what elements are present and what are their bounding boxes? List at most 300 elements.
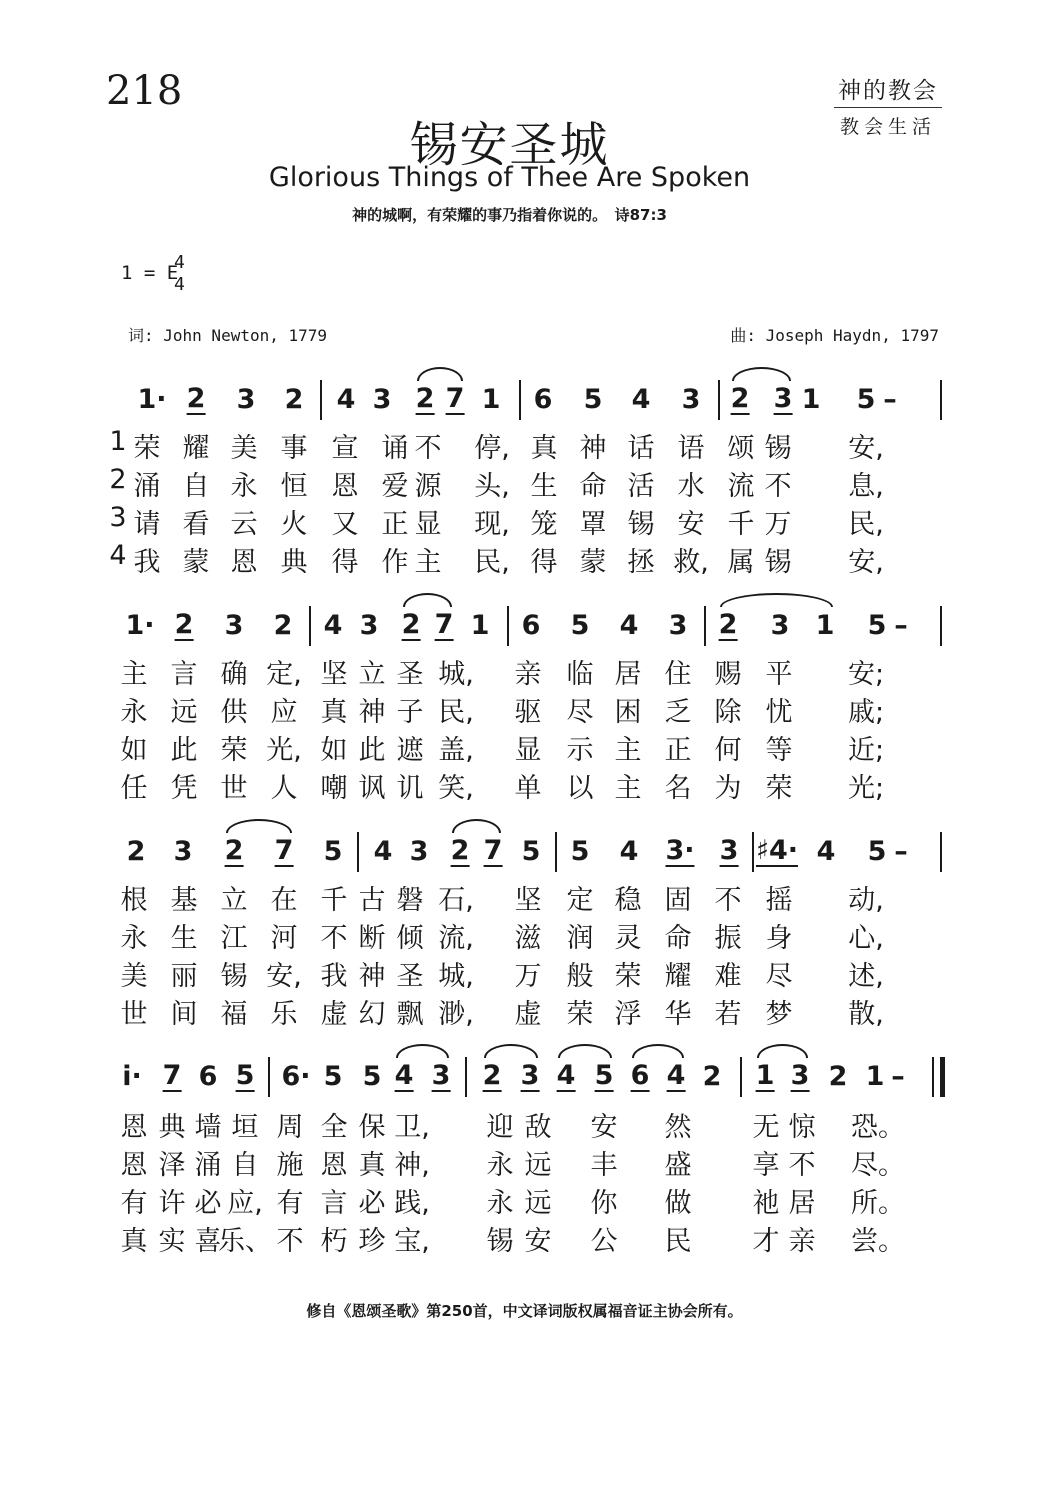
lyric-syllable: 全: [320, 1112, 348, 1143]
barline: [752, 832, 754, 872]
lyric-syllable: 命: [579, 471, 607, 502]
lyric-syllable: 立: [358, 659, 386, 690]
barline: [320, 380, 322, 420]
lyric-syllable: 福: [220, 999, 248, 1030]
lyric-syllable: 自: [231, 1150, 259, 1181]
lyric-syllable: 锡: [764, 547, 792, 578]
slur: [396, 1044, 449, 1058]
lyric-syllable: 近;: [847, 735, 885, 766]
note: 3: [236, 384, 256, 415]
lyric-syllable: 不: [788, 1150, 816, 1181]
lyric-syllable: 显: [414, 509, 442, 540]
lyric-syllable: 流,: [438, 923, 474, 954]
note: 3: [790, 1060, 810, 1091]
note: 4: [631, 384, 651, 415]
notes-row: [0, 380, 1049, 420]
slur: [403, 593, 452, 607]
lyric-syllable: 安: [590, 1112, 618, 1143]
lyric-syllable: 笼: [530, 509, 558, 540]
lyric-syllable: 石,: [438, 885, 474, 916]
extension-dash: –: [894, 836, 908, 867]
lyric-syllable: 施: [276, 1150, 304, 1181]
lyric-syllable: 实: [158, 1226, 186, 1257]
lyric-syllable: 盛: [664, 1150, 692, 1181]
lyric-syllable: 世: [220, 773, 248, 804]
lyric-syllable: 活: [627, 471, 655, 502]
lyric-syllable: 永: [486, 1188, 514, 1219]
lyric-syllable: 古: [358, 885, 386, 916]
lyric-syllable: 践,: [394, 1188, 430, 1219]
lyric-syllable: 不: [320, 923, 348, 954]
lyric-syllable: 敌: [524, 1112, 552, 1143]
lyric-syllable: 拯: [627, 547, 655, 578]
lyric-syllable: 永: [120, 923, 148, 954]
note: ♯4·: [755, 835, 799, 866]
lyric-syllable: 子: [396, 697, 424, 728]
lyric-syllable: 摇: [765, 885, 793, 916]
lyric-syllable: 做: [664, 1188, 692, 1219]
note: 6: [198, 1061, 218, 1092]
lyric-syllable: 在: [270, 885, 298, 916]
note: 5: [323, 1061, 343, 1092]
extension-dash: –: [894, 610, 908, 641]
note: 2: [718, 609, 738, 640]
lyric-syllable: 散,: [848, 999, 884, 1030]
lyric-syllable: 得: [530, 547, 558, 578]
lyric-syllable: 泽: [158, 1150, 186, 1181]
lyric-syllable: 任: [120, 773, 148, 804]
lyric-syllable: 亲: [788, 1226, 816, 1257]
note: 7: [274, 835, 294, 866]
lyric-syllable: 息,: [848, 471, 884, 502]
note: 4: [336, 384, 356, 415]
lyric-syllable: 虚: [320, 999, 348, 1030]
notes-row: [0, 832, 1049, 872]
lyric-syllable: 蒙: [579, 547, 607, 578]
title-english: Glorious Things of Thee Are Spoken: [268, 162, 751, 193]
lyric-syllable: 定,: [266, 659, 302, 690]
lyric-syllable: 荣: [765, 773, 793, 804]
lyric-syllable: 涌: [194, 1150, 222, 1181]
lyric-syllable: 不: [414, 433, 442, 464]
lyric-syllable: 许: [158, 1188, 186, 1219]
note: 2: [730, 383, 750, 414]
lyric-syllable: 正: [664, 735, 692, 766]
lyric-syllable: 确: [220, 659, 248, 690]
note: 4: [619, 610, 639, 641]
lyric-syllable: 平: [765, 659, 793, 690]
lyric-syllable: 命: [664, 923, 692, 954]
lyric-syllable: 乏: [664, 697, 692, 728]
lyric-syllable: 话: [627, 433, 655, 464]
barline: [940, 832, 942, 872]
category-sub: 教会生活: [839, 116, 936, 138]
lyric-syllable: 圣: [396, 659, 424, 690]
note: 2: [284, 384, 304, 415]
time-signature: [174, 252, 185, 296]
lyric-syllable: 不: [276, 1226, 304, 1257]
final-barline-thick: [940, 1057, 945, 1097]
lyric-syllable: 珍: [358, 1226, 386, 1257]
lyric-syllable: 有: [276, 1188, 304, 1219]
note: 4: [666, 1060, 686, 1091]
note: 1: [815, 610, 835, 641]
lyric-syllable: 事: [280, 433, 308, 464]
lyric-syllable: 典: [158, 1112, 186, 1143]
lyric-syllable: 涌: [133, 471, 161, 502]
note: 5: [867, 610, 887, 641]
lyric-syllable: 稳: [614, 885, 642, 916]
lyric-syllable: 恐。: [851, 1112, 905, 1143]
time-bottom: 4: [174, 274, 185, 295]
lyric-syllable: 远: [524, 1188, 552, 1219]
note: 1·: [137, 384, 167, 415]
lyric-syllable: 振: [714, 923, 742, 954]
lyric-syllable: 基: [170, 885, 198, 916]
lyric-syllable: 应,: [227, 1188, 263, 1219]
lyric-syllable: 除: [714, 697, 742, 728]
note: 5: [235, 1060, 255, 1091]
lyric-syllable: 困: [614, 697, 642, 728]
lyric-syllable: 永: [230, 471, 258, 502]
lyric-syllable: 停,: [474, 433, 510, 464]
lyric-syllable: 美: [230, 433, 258, 464]
lyric-syllable: 锡: [627, 509, 655, 540]
lyric-syllable: 美: [120, 961, 148, 992]
lyric-syllable: 尽: [566, 697, 594, 728]
barline: [309, 606, 311, 646]
copyright-footer: 修自《恩颂圣歌》第250首，中文译词版权属福音证主协会所有。: [306, 1302, 743, 1320]
lyric-syllable: 临: [566, 659, 594, 690]
note: 5: [570, 610, 590, 641]
lyric-syllable: 救,: [673, 547, 709, 578]
slur: [720, 593, 833, 607]
hymn-number: 218: [106, 68, 183, 114]
note: 5: [594, 1060, 614, 1091]
lyric-syllable: 光,: [266, 735, 302, 766]
lyric-syllable: 真: [320, 697, 348, 728]
lyric-syllable: 主: [614, 773, 642, 804]
lyric-syllable: 显: [514, 735, 542, 766]
lyric-syllable: 才: [752, 1226, 780, 1257]
time-top: 4: [174, 252, 185, 273]
lyric-syllable: 圣: [396, 961, 424, 992]
lyric-syllable: 恩: [320, 1150, 348, 1181]
note: 7: [483, 835, 503, 866]
lyric-syllable: 身: [765, 923, 793, 954]
lyric-syllable: 迎: [486, 1112, 514, 1143]
lyric-syllable: 所。: [851, 1188, 905, 1219]
lyric-syllable: 恩: [120, 1112, 148, 1143]
lyric-syllable: 源: [414, 471, 442, 502]
lyric-syllable: 嘲: [320, 773, 348, 804]
lyric-syllable: 你: [590, 1188, 618, 1219]
slur: [558, 1044, 612, 1058]
note: 1: [481, 384, 501, 415]
note: 3: [409, 836, 429, 867]
lyric-syllable: 此: [170, 735, 198, 766]
note: 3·: [665, 835, 695, 866]
lyric-syllable: 讽: [358, 773, 386, 804]
lyric-syllable: 神: [358, 961, 386, 992]
notes-row: [0, 606, 1049, 646]
slur: [452, 819, 501, 833]
lyric-syllable: 头,: [474, 471, 510, 502]
lyric-syllable: 恩: [230, 547, 258, 578]
lyric-syllable: 虚: [514, 999, 542, 1030]
lyric-syllable: 灵: [614, 923, 642, 954]
lyric-syllable: 尝。: [851, 1226, 905, 1257]
note: 2: [174, 609, 194, 640]
lyric-syllable: 亲: [514, 659, 542, 690]
lyric-syllable: 万: [514, 961, 542, 992]
lyric-syllable: 恩: [120, 1150, 148, 1181]
lyric-syllable: 必: [194, 1188, 222, 1219]
note: 2: [126, 836, 146, 867]
lyric-syllable: 荣: [566, 999, 594, 1030]
lyric-syllable: 荣: [133, 433, 161, 464]
note: 1: [755, 1060, 775, 1091]
lyric-syllable: 喜: [194, 1226, 222, 1257]
barline: [940, 380, 942, 420]
lyric-syllable: 1: [109, 426, 127, 457]
note: 1: [865, 1061, 885, 1092]
lyric-syllable: 住: [664, 659, 692, 690]
lyric-syllable: 民,: [474, 547, 510, 578]
lyric-syllable: 忧: [765, 697, 793, 728]
lyric-syllable: 安: [677, 509, 705, 540]
lyric-syllable: 永: [120, 697, 148, 728]
lyric-syllable: 不: [714, 885, 742, 916]
lyric-syllable: 蒙: [182, 547, 210, 578]
title-chinese: 锡安圣城: [409, 117, 610, 173]
lyric-syllable: 真: [530, 433, 558, 464]
note: 3: [359, 610, 379, 641]
barline: [940, 606, 942, 646]
lyric-syllable: 以: [566, 773, 594, 804]
lyric-syllable: 断: [358, 923, 386, 954]
lyric-syllable: 浮: [614, 999, 642, 1030]
slur: [632, 1044, 684, 1058]
lyric-syllable: 享: [752, 1150, 780, 1181]
lyric-syllable: 磐: [396, 885, 424, 916]
lyric-syllable: 不: [764, 471, 792, 502]
lyric-syllable: 我: [133, 547, 161, 578]
note: 3: [681, 384, 701, 415]
lyric-syllable: 生: [530, 471, 558, 502]
lyric-syllable: 等: [765, 735, 793, 766]
extension-dash: –: [891, 1061, 905, 1092]
lyric-syllable: 千: [727, 509, 755, 540]
lyric-syllable: 公: [590, 1226, 618, 1257]
lyric-syllable: 飘: [396, 999, 424, 1030]
lyric-syllable: 城,: [438, 659, 474, 690]
lyric-syllable: 惊: [788, 1112, 816, 1143]
lyric-syllable: 单: [514, 773, 542, 804]
slur: [757, 1044, 808, 1058]
lyric-syllable: 颂: [727, 433, 755, 464]
lyric-syllable: 作: [381, 547, 409, 578]
lyric-syllable: 根: [120, 885, 148, 916]
barline: [268, 1057, 270, 1097]
barline: [555, 832, 557, 872]
lyric-syllable: 言: [320, 1188, 348, 1219]
lyric-syllable: 倾: [396, 923, 424, 954]
lyric-syllable: 然: [664, 1112, 692, 1143]
extension-dash: –: [883, 384, 897, 415]
note: 3: [372, 384, 392, 415]
note: 4: [816, 836, 836, 867]
lyric-syllable: 神: [358, 697, 386, 728]
slur: [226, 819, 292, 833]
lyric-syllable: 朽: [320, 1226, 348, 1257]
final-barline: [932, 1057, 934, 1097]
note: 4: [323, 610, 343, 641]
lyric-syllable: 垣: [231, 1112, 259, 1143]
lyric-syllable: 耀: [182, 433, 210, 464]
note: 4: [556, 1060, 576, 1091]
note: 6·: [281, 1061, 311, 1092]
note: 5: [867, 836, 887, 867]
note: 3: [773, 383, 793, 414]
composer-credit: 曲: Joseph Haydn, 1797: [730, 326, 939, 345]
lyric-syllable: 得: [331, 547, 359, 578]
lyric-syllable: 保: [358, 1112, 386, 1143]
barline: [507, 606, 509, 646]
lyric-syllable: 卫,: [394, 1112, 430, 1143]
note: 3: [520, 1060, 540, 1091]
lyric-syllable: 润: [566, 923, 594, 954]
lyric-syllable: 驱: [514, 697, 542, 728]
lyric-syllable: 荣: [220, 735, 248, 766]
lyric-syllable: 居: [614, 659, 642, 690]
barline: [465, 1057, 467, 1097]
lyric-syllable: 请: [133, 509, 161, 540]
key-signature: 1 = E: [121, 262, 179, 284]
lyric-syllable: 定: [566, 885, 594, 916]
lyric-syllable: 供: [220, 697, 248, 728]
lyric-syllable: 必: [358, 1188, 386, 1219]
lyric-syllable: 河: [270, 923, 298, 954]
lyric-syllable: 示: [566, 735, 594, 766]
lyric-syllable: 民,: [848, 509, 884, 540]
category-main: 神的教会: [834, 72, 942, 108]
lyric-syllable: 难: [714, 961, 742, 992]
note: 7: [445, 383, 465, 414]
lyric-syllable: 心,: [848, 923, 884, 954]
lyric-syllable: 主: [120, 659, 148, 690]
lyric-syllable: 渺,: [438, 999, 474, 1030]
lyric-syllable: 赐: [714, 659, 742, 690]
lyric-syllable: 永: [486, 1150, 514, 1181]
note: 5: [362, 1061, 382, 1092]
lyric-syllable: 流: [727, 471, 755, 502]
lyric-syllable: 远: [170, 697, 198, 728]
lyric-syllable: 丰: [590, 1150, 618, 1181]
lyric-syllable: 立: [220, 885, 248, 916]
lyric-syllable: 盖,: [438, 735, 474, 766]
note: 3: [668, 610, 688, 641]
note: 6: [521, 610, 541, 641]
note: 3: [224, 610, 244, 641]
note: 3: [431, 1060, 451, 1091]
lyric-syllable: 华: [664, 999, 692, 1030]
note: 4: [373, 836, 393, 867]
lyric-syllable: 耀: [664, 961, 692, 992]
lyric-syllable: 2: [109, 464, 127, 495]
lyric-syllable: 我: [320, 961, 348, 992]
lyric-syllable: 祂: [752, 1188, 780, 1219]
lyric-syllable: 云: [230, 509, 258, 540]
slur: [732, 367, 791, 381]
barline: [704, 606, 706, 646]
lyric-syllable: 恒: [280, 471, 308, 502]
lyric-syllable: 凭: [170, 773, 198, 804]
lyric-syllable: 若: [714, 999, 742, 1030]
lyric-syllable: 居: [788, 1188, 816, 1219]
lyric-syllable: 语: [677, 433, 705, 464]
scripture-reference: 神的城啊，有荣耀的事乃指着你说的。 诗87:3: [352, 206, 667, 224]
note: 2: [401, 609, 421, 640]
lyric-syllable: 典: [280, 547, 308, 578]
lyric-syllable: 诵: [381, 433, 409, 464]
lyric-syllable: 锡: [220, 961, 248, 992]
barline: [519, 380, 521, 420]
lyric-syllable: 此: [358, 735, 386, 766]
lyric-syllable: 火: [280, 509, 308, 540]
lyric-syllable: 又: [331, 509, 359, 540]
slur: [484, 1044, 538, 1058]
lyric-syllable: 真: [358, 1150, 386, 1181]
note: 3: [770, 610, 790, 641]
lyric-syllable: 尽。: [851, 1150, 905, 1181]
lyric-syllable: 世: [120, 999, 148, 1030]
lyric-syllable: 安;: [847, 659, 885, 690]
lyric-syllable: 锡: [486, 1226, 514, 1257]
lyric-syllable: 为: [714, 773, 742, 804]
lyric-syllable: 4: [109, 540, 127, 571]
lyric-syllable: 如: [320, 735, 348, 766]
lyric-syllable: 固: [664, 885, 692, 916]
lyric-syllable: 周: [276, 1112, 304, 1143]
note: 5: [323, 836, 343, 867]
lyric-syllable: 光;: [847, 773, 885, 804]
lyric-syllable: 宝,: [394, 1226, 430, 1257]
lyric-syllable: 墙: [194, 1112, 222, 1143]
note: 2: [828, 1061, 848, 1092]
note: 5: [521, 836, 541, 867]
note: 2: [702, 1061, 722, 1092]
lyric-syllable: 真: [120, 1226, 148, 1257]
lyric-syllable: 滋: [514, 923, 542, 954]
note: 7: [434, 609, 454, 640]
lyric-syllable: 民: [664, 1226, 692, 1257]
lyric-syllable: 言: [170, 659, 198, 690]
lyric-syllable: 远: [524, 1150, 552, 1181]
lyric-syllable: 无: [752, 1112, 780, 1143]
lyric-syllable: 人: [270, 773, 298, 804]
note: 1: [801, 384, 821, 415]
lyric-syllable: 遮: [396, 735, 424, 766]
note: 1: [470, 610, 490, 641]
note: 5: [583, 384, 603, 415]
lyric-syllable: 主: [414, 547, 442, 578]
lyric-syllable: 乐、: [218, 1226, 272, 1257]
lyric-syllable: 安,: [848, 547, 884, 578]
lyric-syllable: 名: [664, 773, 692, 804]
lyric-syllable: 神: [579, 433, 607, 464]
lyric-syllable: 宣: [331, 433, 359, 464]
